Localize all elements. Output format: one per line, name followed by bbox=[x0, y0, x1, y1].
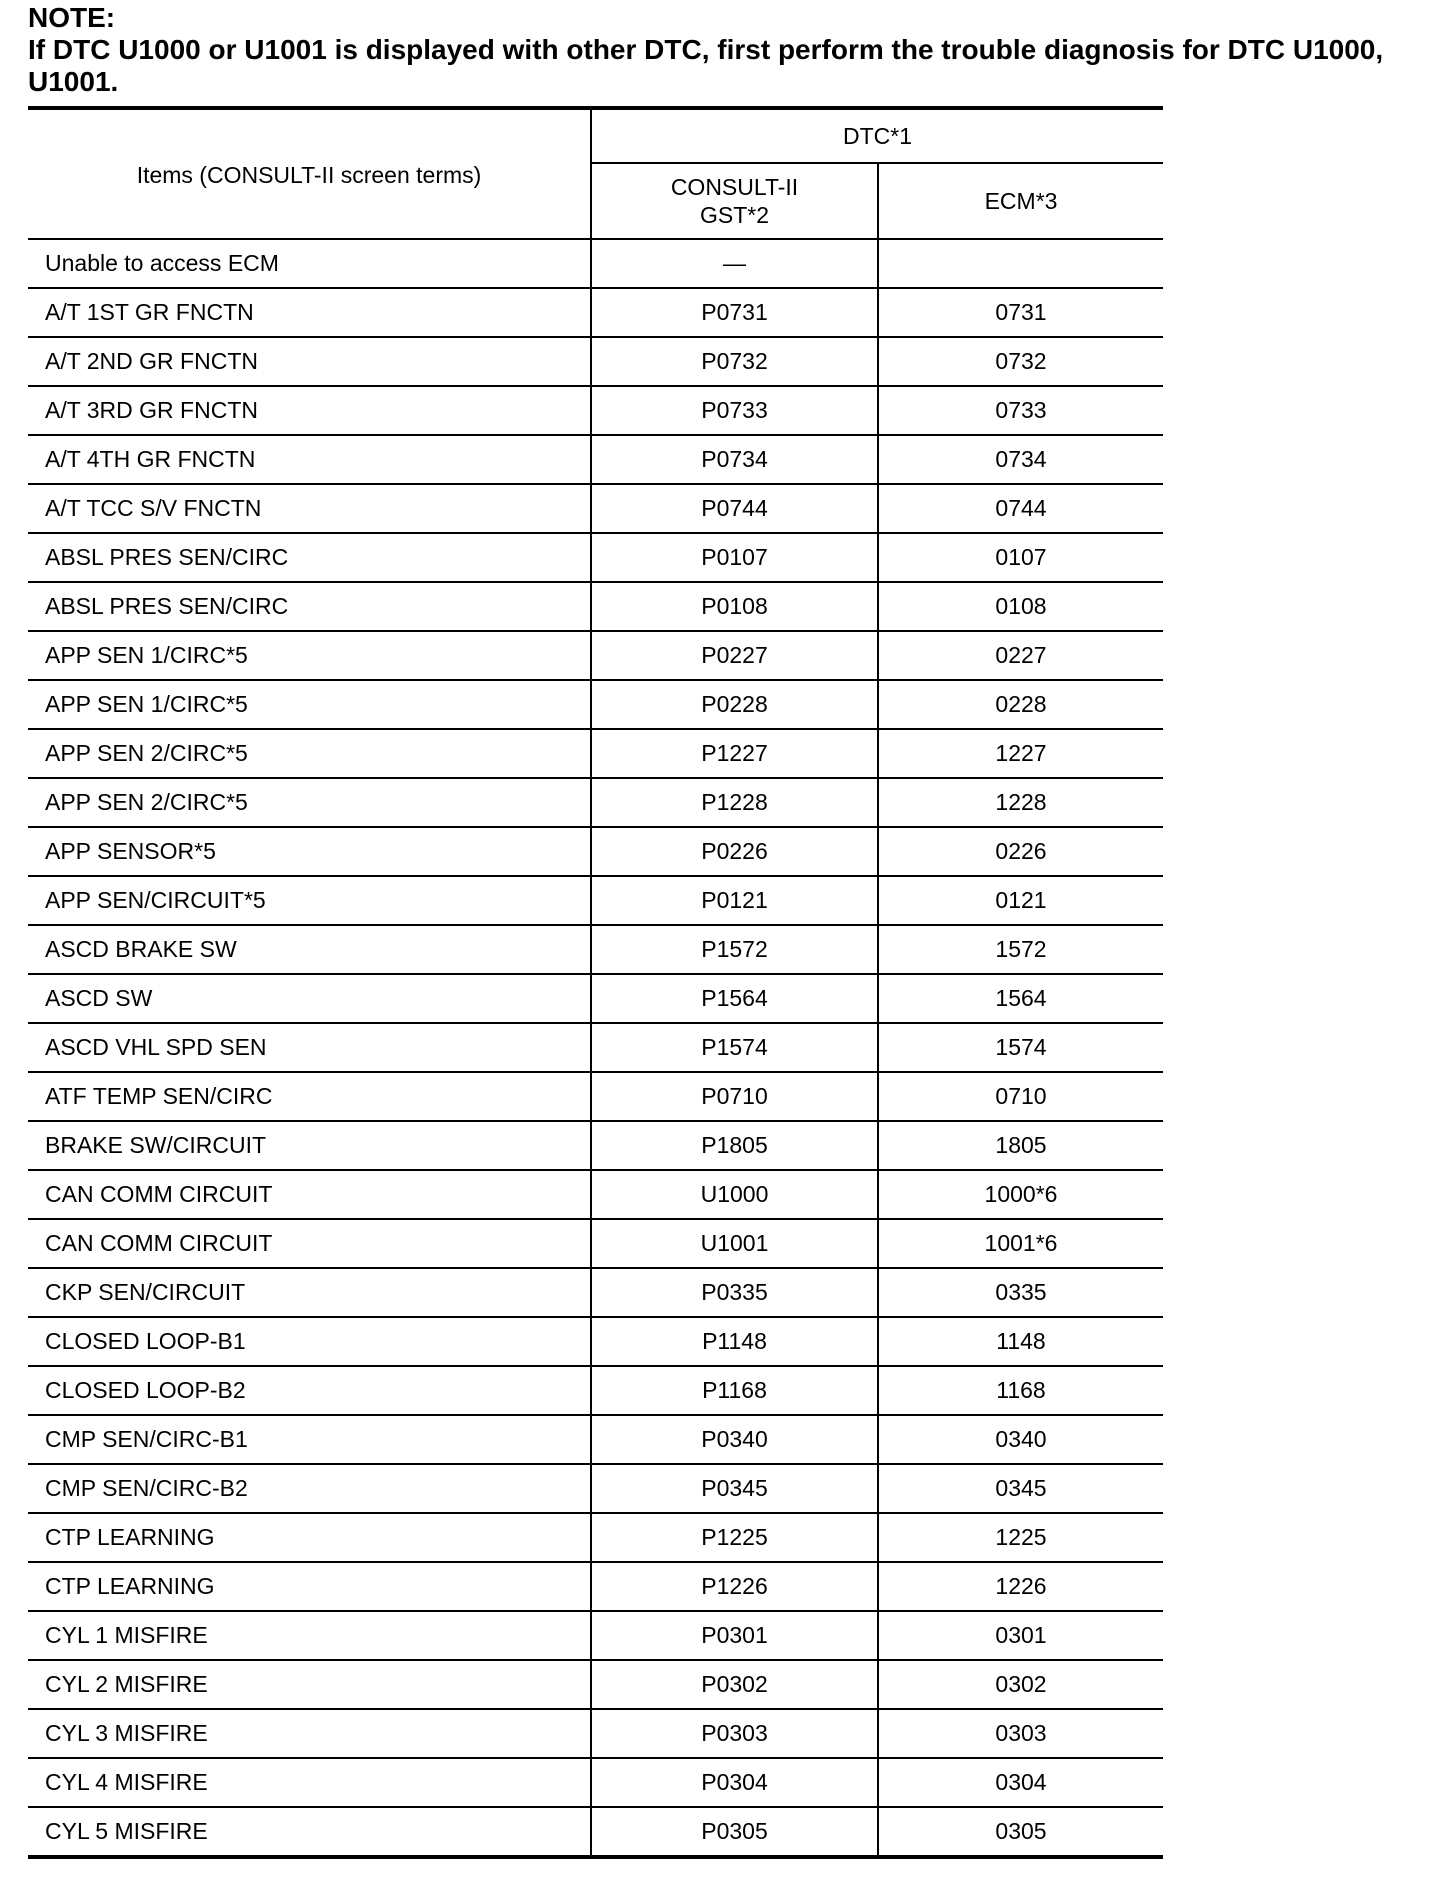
consult-code-cell: P0108 bbox=[591, 582, 878, 631]
ecm-column-header: ECM*3 bbox=[878, 163, 1163, 239]
consult-code-cell: P1228 bbox=[591, 778, 878, 827]
ecm-code-cell: 0228 bbox=[878, 680, 1163, 729]
dtc-table bbox=[28, 106, 1163, 1859]
consult-code-cell: U1000 bbox=[591, 1170, 878, 1219]
consult-code-cell: P1226 bbox=[591, 1562, 878, 1611]
table-row bbox=[28, 435, 1163, 484]
ecm-code-cell: 0107 bbox=[878, 533, 1163, 582]
ecm-code-cell: 0335 bbox=[878, 1268, 1163, 1317]
ecm-code-cell: 1226 bbox=[878, 1562, 1163, 1611]
ecm-code-cell: 1000*6 bbox=[878, 1170, 1163, 1219]
consult-code-cell: U1001 bbox=[591, 1219, 878, 1268]
ecm-code-cell: 0304 bbox=[878, 1758, 1163, 1807]
item-cell: CMP SEN/CIRC-B2 bbox=[28, 1464, 591, 1513]
table-row bbox=[28, 1268, 1163, 1317]
ecm-code-cell: 0710 bbox=[878, 1072, 1163, 1121]
consult-code-cell: P0744 bbox=[591, 484, 878, 533]
consult-code-cell: P1574 bbox=[591, 1023, 878, 1072]
item-cell: A/T 1ST GR FNCTN bbox=[28, 288, 591, 337]
ecm-code-cell: 0227 bbox=[878, 631, 1163, 680]
ecm-code-cell: 1228 bbox=[878, 778, 1163, 827]
table-row bbox=[28, 729, 1163, 778]
consult-code-cell: P0733 bbox=[591, 386, 878, 435]
ecm-code-cell: 0732 bbox=[878, 337, 1163, 386]
item-cell: CYL 1 MISFIRE bbox=[28, 1611, 591, 1660]
consult-code-cell: P1572 bbox=[591, 925, 878, 974]
table-row bbox=[28, 1562, 1163, 1611]
consult-code-cell: P0734 bbox=[591, 435, 878, 484]
table-row bbox=[28, 1807, 1163, 1857]
ecm-code-cell: 0305 bbox=[878, 1807, 1163, 1857]
table-row bbox=[28, 1415, 1163, 1464]
item-cell: CAN COMM CIRCUIT bbox=[28, 1170, 591, 1219]
ecm-code-cell: 1001*6 bbox=[878, 1219, 1163, 1268]
ecm-code-cell: 0733 bbox=[878, 386, 1163, 435]
table-row bbox=[28, 1660, 1163, 1709]
note-heading: NOTE: bbox=[28, 2, 116, 33]
dtc-table-header bbox=[28, 108, 1163, 239]
item-cell: ATF TEMP SEN/CIRC bbox=[28, 1072, 591, 1121]
consult-header-line2: GST*2 bbox=[699, 202, 770, 228]
item-cell: A/T 2ND GR FNCTN bbox=[28, 337, 591, 386]
dtc-table-body bbox=[28, 239, 1163, 1857]
table-row bbox=[28, 1023, 1163, 1072]
table-row bbox=[28, 1709, 1163, 1758]
consult-code-cell: P0226 bbox=[591, 827, 878, 876]
item-cell: APP SEN 2/CIRC*5 bbox=[28, 729, 591, 778]
consult-code-cell: P0731 bbox=[591, 288, 878, 337]
consult-code-cell: P0335 bbox=[591, 1268, 878, 1317]
table-row bbox=[28, 484, 1163, 533]
table-row bbox=[28, 1366, 1163, 1415]
consult-code-cell: P1805 bbox=[591, 1121, 878, 1170]
item-cell: A/T 3RD GR FNCTN bbox=[28, 386, 591, 435]
ecm-code-cell: 0302 bbox=[878, 1660, 1163, 1709]
item-cell: CLOSED LOOP-B1 bbox=[28, 1317, 591, 1366]
ecm-code-cell: 1564 bbox=[878, 974, 1163, 1023]
table-row bbox=[28, 239, 1163, 288]
ecm-code-cell: 1227 bbox=[878, 729, 1163, 778]
ecm-code-cell: 0345 bbox=[878, 1464, 1163, 1513]
ecm-code-cell: 1148 bbox=[878, 1317, 1163, 1366]
table-row bbox=[28, 582, 1163, 631]
ecm-code-cell: 0226 bbox=[878, 827, 1163, 876]
ecm-code-cell: 0108 bbox=[878, 582, 1163, 631]
table-row bbox=[28, 288, 1163, 337]
table-row bbox=[28, 778, 1163, 827]
ecm-code-cell: 0744 bbox=[878, 484, 1163, 533]
consult-header-line1: CONSULT-II bbox=[670, 174, 799, 200]
item-cell: APP SEN/CIRCUIT*5 bbox=[28, 876, 591, 925]
item-cell: APP SEN 1/CIRC*5 bbox=[28, 631, 591, 680]
item-cell: APP SENSOR*5 bbox=[28, 827, 591, 876]
consult-code-cell: P1225 bbox=[591, 1513, 878, 1562]
table-row bbox=[28, 1121, 1163, 1170]
item-cell: CYL 5 MISFIRE bbox=[28, 1807, 591, 1857]
item-cell: CTP LEARNING bbox=[28, 1562, 591, 1611]
item-cell: CTP LEARNING bbox=[28, 1513, 591, 1562]
ecm-code-cell: 1574 bbox=[878, 1023, 1163, 1072]
consult-code-cell: P0732 bbox=[591, 337, 878, 386]
item-cell: CMP SEN/CIRC-B1 bbox=[28, 1415, 591, 1464]
table-row bbox=[28, 631, 1163, 680]
item-cell: ASCD SW bbox=[28, 974, 591, 1023]
consult-code-cell: P0345 bbox=[591, 1464, 878, 1513]
item-cell: CYL 3 MISFIRE bbox=[28, 1709, 591, 1758]
table-row bbox=[28, 1758, 1163, 1807]
ecm-code-cell: 1805 bbox=[878, 1121, 1163, 1170]
note-block bbox=[28, 2, 1448, 98]
item-cell: BRAKE SW/CIRCUIT bbox=[28, 1121, 591, 1170]
consult-code-cell: P1564 bbox=[591, 974, 878, 1023]
consult-code-cell: P1168 bbox=[591, 1366, 878, 1415]
table-row bbox=[28, 1513, 1163, 1562]
ecm-code-cell: 0121 bbox=[878, 876, 1163, 925]
item-cell: ASCD BRAKE SW bbox=[28, 925, 591, 974]
item-cell: CYL 2 MISFIRE bbox=[28, 1660, 591, 1709]
ecm-code-cell: 1572 bbox=[878, 925, 1163, 974]
consult-code-cell: P0305 bbox=[591, 1807, 878, 1857]
table-row bbox=[28, 680, 1163, 729]
item-cell: A/T 4TH GR FNCTN bbox=[28, 435, 591, 484]
item-cell: ABSL PRES SEN/CIRC bbox=[28, 582, 591, 631]
ecm-code-cell: 1225 bbox=[878, 1513, 1163, 1562]
item-cell: APP SEN 1/CIRC*5 bbox=[28, 680, 591, 729]
consult-code-cell: P1148 bbox=[591, 1317, 878, 1366]
consult-code-cell: P0107 bbox=[591, 533, 878, 582]
item-cell: ABSL PRES SEN/CIRC bbox=[28, 533, 591, 582]
table-row bbox=[28, 1464, 1163, 1513]
note-text: If DTC U1000 or U1001 is displayed with other DTC, first perform the trouble diagnosis for DTC U1000, U1001. bbox=[28, 34, 1384, 97]
consult-code-cell: P0227 bbox=[591, 631, 878, 680]
item-cell: CYL 4 MISFIRE bbox=[28, 1758, 591, 1807]
consult-code-cell: — bbox=[591, 239, 878, 288]
table-row bbox=[28, 974, 1163, 1023]
ecm-code-cell: 0734 bbox=[878, 435, 1163, 484]
item-cell: CKP SEN/CIRCUIT bbox=[28, 1268, 591, 1317]
table-row bbox=[28, 876, 1163, 925]
consult-code-cell: P0301 bbox=[591, 1611, 878, 1660]
table-row bbox=[28, 1072, 1163, 1121]
table-row bbox=[28, 533, 1163, 582]
consult-column-header bbox=[591, 163, 878, 239]
table-row bbox=[28, 925, 1163, 974]
table-row bbox=[28, 386, 1163, 435]
consult-code-cell: P0710 bbox=[591, 1072, 878, 1121]
item-cell: A/T TCC S/V FNCTN bbox=[28, 484, 591, 533]
ecm-code-cell bbox=[878, 239, 1163, 288]
table-row bbox=[28, 1170, 1163, 1219]
consult-code-cell: P0121 bbox=[591, 876, 878, 925]
consult-code-cell: P0340 bbox=[591, 1415, 878, 1464]
table-row bbox=[28, 827, 1163, 876]
consult-code-cell: P0228 bbox=[591, 680, 878, 729]
consult-code-cell: P0304 bbox=[591, 1758, 878, 1807]
consult-code-cell: P0303 bbox=[591, 1709, 878, 1758]
table-row bbox=[28, 337, 1163, 386]
consult-code-cell: P0302 bbox=[591, 1660, 878, 1709]
ecm-code-cell: 0340 bbox=[878, 1415, 1163, 1464]
ecm-code-cell: 0303 bbox=[878, 1709, 1163, 1758]
item-cell: CAN COMM CIRCUIT bbox=[28, 1219, 591, 1268]
table-row bbox=[28, 1219, 1163, 1268]
item-cell: CLOSED LOOP-B2 bbox=[28, 1366, 591, 1415]
ecm-code-cell: 0301 bbox=[878, 1611, 1163, 1660]
table-row bbox=[28, 1317, 1163, 1366]
item-cell: APP SEN 2/CIRC*5 bbox=[28, 778, 591, 827]
ecm-code-cell: 0731 bbox=[878, 288, 1163, 337]
item-cell: ASCD VHL SPD SEN bbox=[28, 1023, 591, 1072]
ecm-code-cell: 1168 bbox=[878, 1366, 1163, 1415]
table-row bbox=[28, 1611, 1163, 1660]
consult-code-cell: P1227 bbox=[591, 729, 878, 778]
dtc-group-header: DTC*1 bbox=[591, 108, 1163, 163]
item-cell: Unable to access ECM bbox=[28, 239, 591, 288]
items-column-header: Items (CONSULT-II screen terms) bbox=[28, 108, 591, 239]
